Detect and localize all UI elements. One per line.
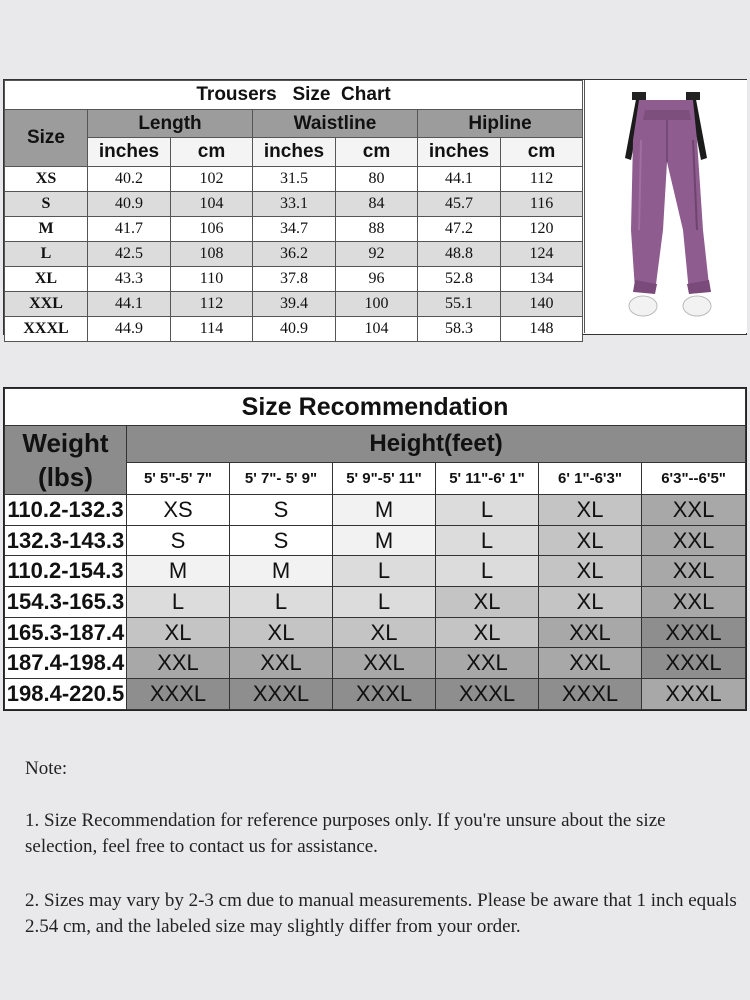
measurement-cell: 34.7 — [253, 217, 336, 242]
recommended-size-cell: XXL — [642, 525, 746, 556]
recommended-size-cell: L — [436, 525, 539, 556]
measurement-cell: 102 — [171, 167, 253, 192]
measurement-cell: 100 — [336, 292, 418, 317]
measurement-cell: 44.1 — [418, 167, 501, 192]
weight-range-cell: 154.3-165.3 — [5, 587, 127, 618]
recommended-size-cell: XL — [539, 587, 642, 618]
recommended-size-cell: XL — [333, 617, 436, 648]
size-column-header: Size — [5, 110, 88, 167]
trousers-size-chart — [3, 79, 747, 335]
recommended-size-cell: XXL — [539, 617, 642, 648]
weight-unit: (lbs) — [38, 462, 93, 492]
recommended-size-cell: M — [333, 525, 436, 556]
measurement-cell: 48.8 — [418, 242, 501, 267]
size-row — [5, 167, 583, 192]
measurement-cell: 31.5 — [253, 167, 336, 192]
measurement-cell: 80 — [336, 167, 418, 192]
measurement-cell: 84 — [336, 192, 418, 217]
recommended-size-cell: XL — [539, 556, 642, 587]
measurement-cell: 37.8 — [253, 267, 336, 292]
recommended-size-cell: XL — [436, 617, 539, 648]
recommended-size-cell: XL — [230, 617, 333, 648]
measurement-cell: 44.9 — [88, 317, 171, 342]
height-range-header: 5' 11"-6' 1" — [436, 462, 539, 494]
recommended-size-cell: XXL — [642, 587, 746, 618]
measurement-cell: 39.4 — [253, 292, 336, 317]
recommended-size-cell: XXXL — [642, 679, 746, 710]
measurement-cell: 112 — [171, 292, 253, 317]
note-1: 1. Size Recommendation for reference purposes only. If you're unsure about the size selection, feel free to contact us for assistance. — [25, 810, 666, 857]
recommended-size-cell: S — [230, 495, 333, 526]
size-row — [5, 292, 583, 317]
measurement-cell: 148 — [501, 317, 583, 342]
recommended-size-cell: XXL — [436, 648, 539, 679]
recommended-size-cell: L — [230, 587, 333, 618]
recommended-size-cell: S — [230, 525, 333, 556]
waistline-header: Waistline — [253, 110, 418, 138]
recommended-size-cell: XXXL — [642, 617, 746, 648]
recommendation-row — [5, 556, 746, 587]
height-range-header: 5' 5"-5' 7" — [127, 462, 230, 494]
size-cell: XS — [5, 167, 88, 192]
recommended-size-cell: M — [333, 495, 436, 526]
recommended-size-cell: XXL — [127, 648, 230, 679]
recommended-size-cell: L — [333, 556, 436, 587]
recommended-size-cell: XXXL — [642, 648, 746, 679]
note-2: 2. Sizes may vary by 2-3 cm due to manual measurements. Please be aware that 1 inch equals 2.54 cm, and the labeled size may slightly differ from your order. — [25, 890, 737, 937]
size-cell: S — [5, 192, 88, 217]
recommended-size-cell: M — [230, 556, 333, 587]
size-row — [5, 317, 583, 342]
measurement-cell: 104 — [336, 317, 418, 342]
recommendation-row — [5, 525, 746, 556]
measurement-cell: 52.8 — [418, 267, 501, 292]
size-cell: M — [5, 217, 88, 242]
height-range-header: 6' 1"-6'3" — [539, 462, 642, 494]
unit-header: inches — [88, 138, 171, 167]
recommended-size-cell: XL — [539, 525, 642, 556]
weight-range-cell: 110.2-154.3 — [5, 556, 127, 587]
measurement-cell: 96 — [336, 267, 418, 292]
recommended-size-cell: XXL — [642, 495, 746, 526]
ski-pants-image — [585, 80, 747, 333]
measurement-cell: 106 — [171, 217, 253, 242]
recommended-size-cell: XL — [127, 617, 230, 648]
size-row — [5, 242, 583, 267]
recommended-size-cell: XXXL — [127, 679, 230, 710]
recommended-size-cell: L — [333, 587, 436, 618]
size-row — [5, 192, 583, 217]
measurement-cell: 104 — [171, 192, 253, 217]
measurement-cell: 120 — [501, 217, 583, 242]
measurement-cell: 45.7 — [418, 192, 501, 217]
measurement-cell: 92 — [336, 242, 418, 267]
measurement-cell: 110 — [171, 267, 253, 292]
recommended-size-cell: XXXL — [436, 679, 539, 710]
recommended-size-cell: L — [436, 556, 539, 587]
measurement-cell: 112 — [501, 167, 583, 192]
unit-header: cm — [336, 138, 418, 167]
recommendation-row — [5, 648, 746, 679]
unit-header: cm — [171, 138, 253, 167]
recommended-size-cell: XS — [127, 495, 230, 526]
recommendation-title: Size Recommendation — [5, 389, 746, 426]
weight-range-cell: 110.2-132.3 — [5, 495, 127, 526]
size-cell: XL — [5, 267, 88, 292]
measurement-cell: 55.1 — [418, 292, 501, 317]
height-range-header: 6'3"--6'5" — [642, 462, 746, 494]
recommended-size-cell: XXXL — [539, 679, 642, 710]
size-recommendation-chart — [3, 387, 747, 711]
unit-header: inches — [418, 138, 501, 167]
measurement-cell: 47.2 — [418, 217, 501, 242]
measurement-cell: 42.5 — [88, 242, 171, 267]
recommended-size-cell: XXL — [333, 648, 436, 679]
size-cell: L — [5, 242, 88, 267]
hipline-header: Hipline — [418, 110, 583, 138]
height-range-header: 5' 9"-5' 11" — [333, 462, 436, 494]
size-row — [5, 217, 583, 242]
measurement-cell: 58.3 — [418, 317, 501, 342]
recommended-size-cell: XXL — [642, 556, 746, 587]
measurement-cell: 33.1 — [253, 192, 336, 217]
trousers-size-table — [4, 80, 583, 342]
height-header: Height(feet) — [127, 426, 746, 463]
product-image — [584, 80, 747, 333]
measurement-cell: 40.9 — [88, 192, 171, 217]
measurement-cell: 40.2 — [88, 167, 171, 192]
height-range-header: 5' 7"- 5' 9" — [230, 462, 333, 494]
recommendation-row — [5, 617, 746, 648]
weight-range-cell: 132.3-143.3 — [5, 525, 127, 556]
unit-header: cm — [501, 138, 583, 167]
measurement-cell: 124 — [501, 242, 583, 267]
measurement-cell: 114 — [171, 317, 253, 342]
recommended-size-cell: L — [436, 495, 539, 526]
measurement-cell: 40.9 — [253, 317, 336, 342]
size-recommendation-table — [4, 388, 746, 710]
measurement-cell: 134 — [501, 267, 583, 292]
recommended-size-cell: L — [127, 587, 230, 618]
recommended-size-cell: S — [127, 525, 230, 556]
weight-range-cell: 198.4-220.5 — [5, 679, 127, 710]
measurement-cell: 88 — [336, 217, 418, 242]
recommended-size-cell: XXXL — [333, 679, 436, 710]
recommended-size-cell: XXXL — [230, 679, 333, 710]
recommended-size-cell: M — [127, 556, 230, 587]
measurement-cell: 43.3 — [88, 267, 171, 292]
weight-header — [5, 426, 127, 495]
weight-range-cell: 165.3-187.4 — [5, 617, 127, 648]
size-chart-title: Trousers Size Chart — [5, 81, 583, 110]
size-row — [5, 267, 583, 292]
size-cell: XXXL — [5, 317, 88, 342]
note-heading: Note: — [25, 758, 68, 779]
measurement-cell: 44.1 — [88, 292, 171, 317]
measurement-cell: 140 — [501, 292, 583, 317]
recommendation-row — [5, 679, 746, 710]
recommendation-row — [5, 495, 746, 526]
unit-header: inches — [253, 138, 336, 167]
recommended-size-cell: XXL — [539, 648, 642, 679]
weight-range-cell: 187.4-198.4 — [5, 648, 127, 679]
measurement-cell: 41.7 — [88, 217, 171, 242]
size-cell: XXL — [5, 292, 88, 317]
recommendation-row — [5, 587, 746, 618]
measurement-cell: 36.2 — [253, 242, 336, 267]
measurement-cell: 108 — [171, 242, 253, 267]
recommended-size-cell: XL — [539, 495, 642, 526]
recommended-size-cell: XL — [436, 587, 539, 618]
measurement-cell: 116 — [501, 192, 583, 217]
length-header: Length — [88, 110, 253, 138]
recommended-size-cell: XXL — [230, 648, 333, 679]
weight-label: Weight — [22, 428, 109, 458]
